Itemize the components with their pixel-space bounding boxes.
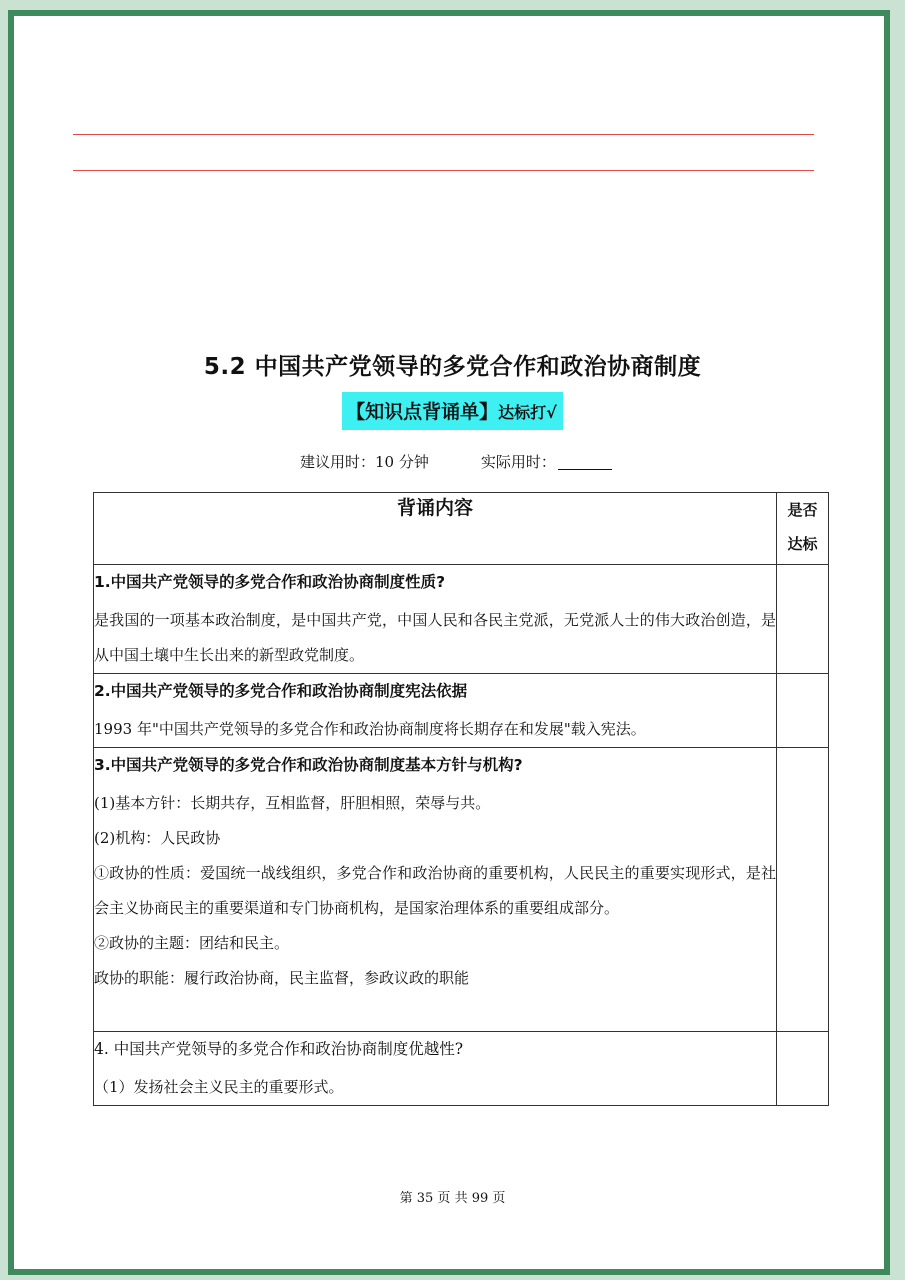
table-header-row — [94, 493, 829, 565]
badge-row — [0, 392, 905, 430]
question-2: 2.中国共产党领导的多党合作和政治协商制度宪法依据 — [94, 682, 468, 700]
header-status — [777, 493, 829, 565]
table-row — [94, 748, 829, 1032]
question-4: 4. 中国共产党领导的多党合作和政治协商制度优越性? — [94, 1040, 464, 1058]
table-row — [94, 565, 829, 674]
status-checkbox-1[interactable] — [777, 565, 829, 674]
suggested-time: 建议用时：10 分钟 — [300, 453, 429, 471]
section-2 — [94, 674, 777, 748]
answer-2: 1993 年"中国共产党领导的多党合作和政治协商制度将长期存在和发展"载入宪法。 — [94, 720, 646, 738]
status-checkbox-2[interactable] — [777, 674, 829, 748]
section-1 — [94, 565, 777, 674]
section-3 — [94, 748, 777, 1032]
badge-sub-label: 达标打√ — [498, 403, 557, 422]
recitation-table — [93, 492, 829, 1106]
actual-time-label: 实际用时： — [480, 453, 556, 471]
answer-3-3: ①政协的性质：爱国统一战线组织，多党合作和政治协商的重要机构，人民民主的重要实现形式，是社会主义协商民主的重要渠道和专门协商机构，是国家治理体系的重要组成部分。 — [94, 864, 776, 917]
badge-main-label: 【知识点背诵单】 — [346, 401, 499, 423]
status-checkbox-4[interactable] — [777, 1032, 829, 1106]
time-row — [300, 451, 612, 472]
header-rule-top — [73, 134, 814, 135]
answer-1: 是我国的一项基本政治制度，是中国共产党，中国人民和各民主党派，无党派人士的伟大政治创造，是从中国土壤中生长出来的新型政党制度。 — [94, 611, 776, 664]
answer-3-2: (2)机构：人民政协 — [94, 829, 221, 847]
header-status-line1: 是否 — [787, 501, 818, 519]
section-4 — [94, 1032, 777, 1106]
page-footer: 第 35 页 共 99 页 — [399, 1191, 506, 1206]
question-1: 1.中国共产党领导的多党合作和政治协商制度性质? — [94, 573, 446, 591]
actual-time-blank — [558, 455, 612, 470]
answer-4: （1）发扬社会主义民主的重要形式。 — [94, 1078, 344, 1096]
header-rule-bottom — [73, 170, 814, 171]
table-row — [94, 674, 829, 748]
answer-3-1: (1)基本方针：长期共存，互相监督，肝胆相照，荣辱与共。 — [94, 794, 491, 812]
answer-3-5: 政协的职能：履行政治协商，民主监督，参政议政的职能 — [94, 969, 470, 987]
table-row — [94, 1032, 829, 1106]
checklist-badge — [342, 392, 563, 430]
question-3: 3.中国共产党领导的多党合作和政治协商制度基本方针与机构? — [94, 756, 523, 774]
header-content: 背诵内容 — [94, 493, 777, 565]
document-title: 5.2 中国共产党领导的多党合作和政治协商制度 — [203, 354, 702, 380]
answer-3-4: ②政协的主题：团结和民主。 — [94, 934, 290, 952]
status-checkbox-3[interactable] — [777, 748, 829, 1032]
header-status-line2: 达标 — [787, 535, 818, 553]
